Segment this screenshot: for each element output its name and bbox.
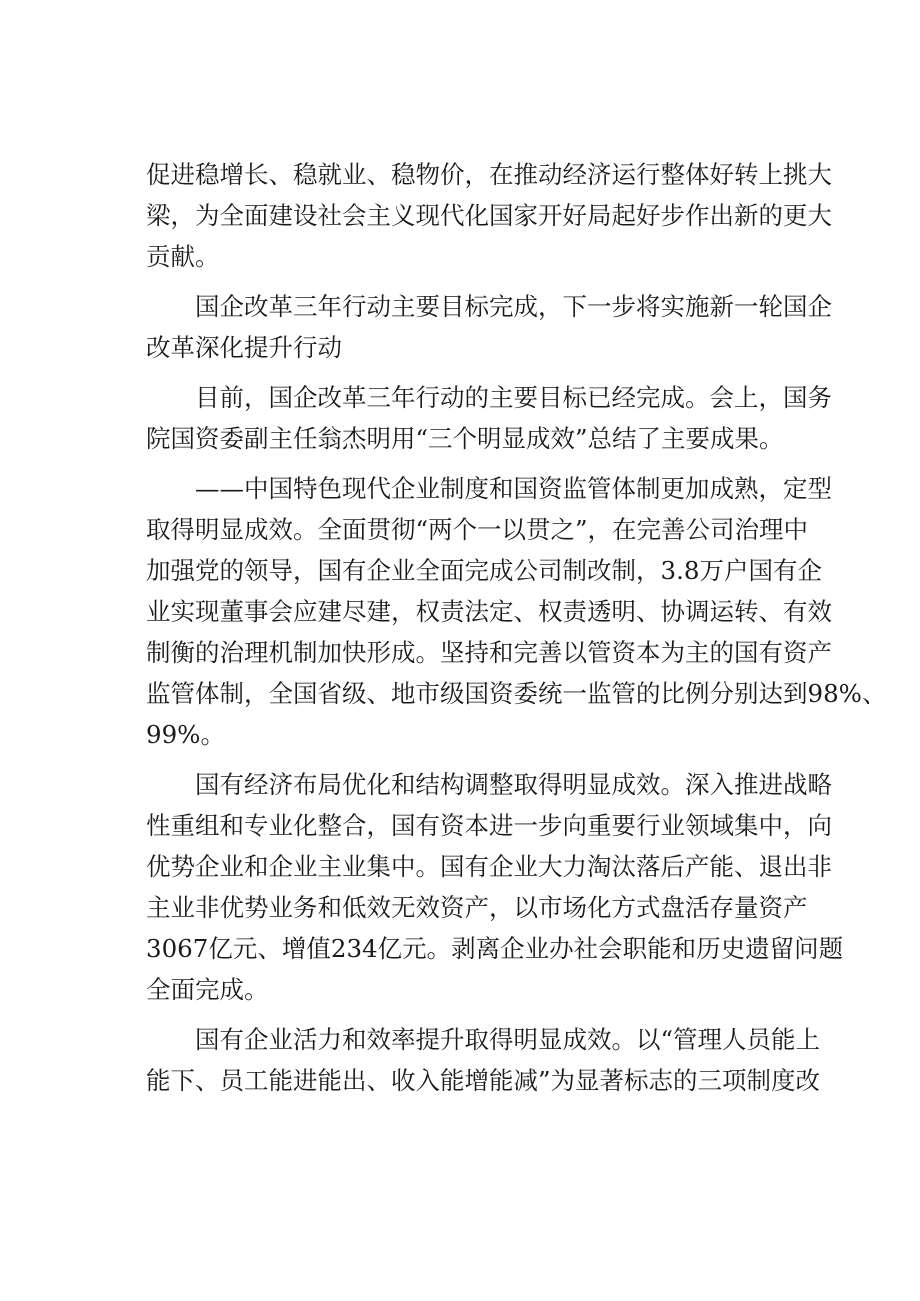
text-line: 国企改革三年行动主要目标完成，下一步将实施新一轮国企 — [195, 292, 832, 321]
text-line: 监管体制，全国省级、地市级国资委统一监管的比例分别达到98%、 — [146, 679, 887, 708]
text-line: 取得明显成效。全面贯彻“两个一以贯之”，在完善公司治理中 — [146, 515, 809, 544]
text-line: 国有经济布局优化和结构调整取得明显成效。深入推进战略 — [195, 770, 832, 799]
text-line: 性重组和专业化整合，国有资本进一步向重要行业领域集中，向 — [146, 811, 832, 840]
text-line: 业实现董事会应建尽建，权责法定、权责透明、协调运转、有效 — [146, 597, 832, 626]
text-line: 加强党的领导，国有企业全面完成公司制改制，3.8万户国有企 — [146, 556, 822, 585]
text-line: 国有企业活力和效率提升取得明显成效。以“管理人员能上 — [195, 1025, 821, 1054]
text-line: 99%。 — [146, 720, 225, 749]
text-line: 院国资委副主任翁杰明用“三个明显成效”总结了主要成果。 — [146, 424, 784, 453]
text-line: 能下、员工能进能出、收入能增能减”为显著标志的三项制度改 — [146, 1066, 821, 1095]
text-line: 全面完成。 — [146, 975, 269, 1004]
text-line: 贡献。 — [146, 242, 220, 271]
text-line: 制衡的治理机制加快形成。坚持和完善以管资本为主的国有资产 — [146, 638, 832, 667]
text-line: 目前，国企改革三年行动的主要目标已经完成。会上，国务 — [195, 383, 832, 412]
text-line: 梁，为全面建设社会主义现代化国家开好局起好步作出新的更大 — [146, 201, 832, 230]
text-line: 改革深化提升行动 — [146, 333, 342, 362]
text-line: 优势企业和企业主业集中。国有企业大力淘汰落后产能、退出非 — [146, 852, 832, 881]
text-line: 促进稳增长、稳就业、稳物价，在推动经济运行整体好转上挑大 — [146, 160, 832, 189]
text-line: ——中国特色现代企业制度和国资监管体制更加成熟，定型 — [195, 474, 832, 503]
body-text — [146, 154, 887, 1101]
text-line: 主业非优势业务和低效无效资产，以市场化方式盘活存量资产 — [146, 893, 808, 922]
text-line: 3067亿元、增值234亿元。剥离企业办社会职能和历史遗留问题 — [146, 934, 844, 963]
